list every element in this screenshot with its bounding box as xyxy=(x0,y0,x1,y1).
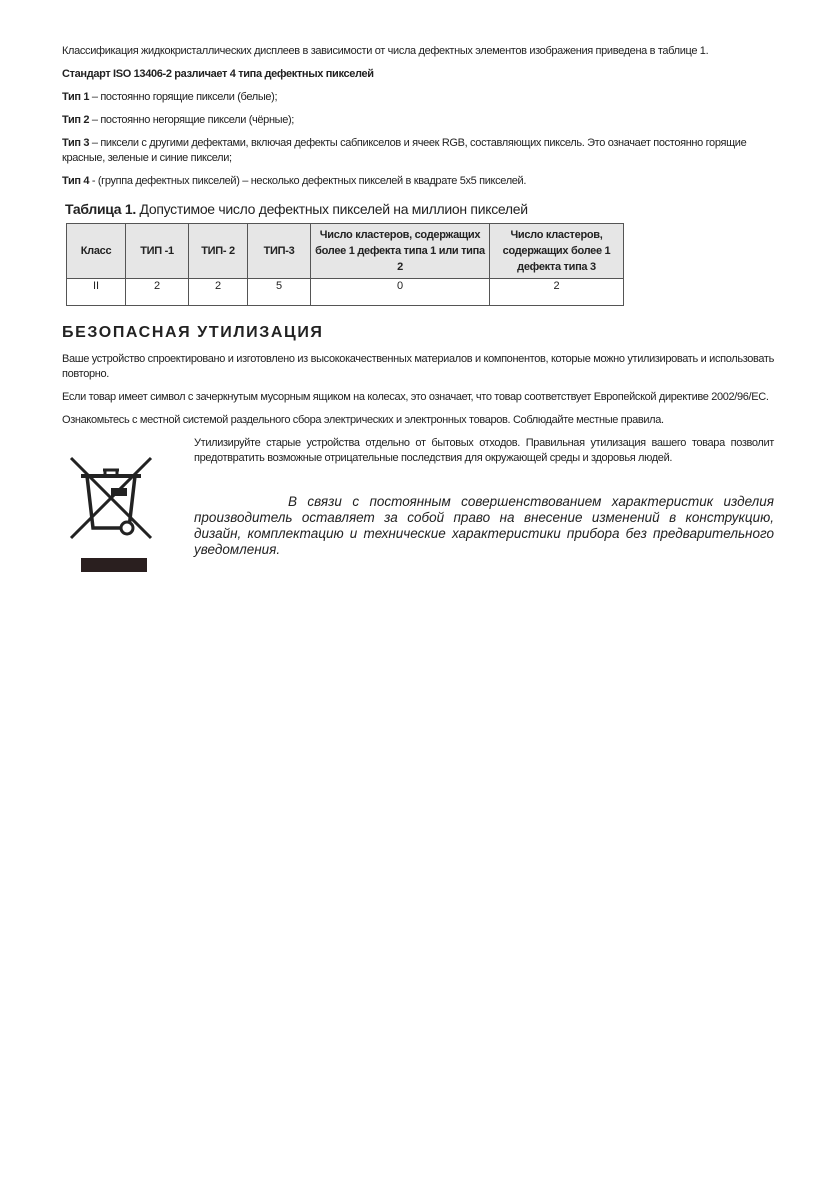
cell-class: II xyxy=(67,279,126,306)
disposal-paragraph-2: Если товар имеет символ с зачеркнутым мусорным ящиком на колесах, это означает, что товар соответствует Европейской директиве 2002/96/EC. xyxy=(62,391,769,403)
type-4-text: - (группа дефектных пикселей) – несколько дефектных пикселей в квадрате 5x5 пикселей. xyxy=(89,175,527,187)
table-title xyxy=(65,201,774,217)
table-header-row xyxy=(67,224,624,279)
type-2-line xyxy=(62,113,774,128)
header-class: Класс xyxy=(67,224,126,279)
disposal-heading: БЕЗОПАСНАЯ УТИЛИЗАЦИЯ xyxy=(62,324,324,341)
disposal-paragraph-1: Ваше устройство спроектировано и изготовлено из высококачественных материалов и компонентов, которые можно утилизировать и использовать повторно. xyxy=(62,353,774,380)
cell-type-3: 5 xyxy=(248,279,311,306)
type-3-label: Тип 3 xyxy=(62,137,90,149)
defect-pixel-table xyxy=(66,223,624,306)
document-page xyxy=(62,44,774,572)
type-4-line xyxy=(62,174,774,189)
cell-type-1: 2 xyxy=(126,279,189,306)
header-clusters-type-1-2: Число кластеров, содержащих более 1 дефекта типа 1 или типа 2 xyxy=(311,224,490,279)
header-clusters-type-3: Число кластеров, содержащих более 1 дефекта типа 3 xyxy=(490,224,624,279)
cell-clusters-type-3: 2 xyxy=(490,279,624,306)
intro-paragraph: Классификация жидкокристаллических дисплеев в зависимости от числа дефектных элементов изображения приведена в таблице 1. xyxy=(62,45,709,57)
table-title-text: Допустимое число дефектных пикселей на миллион пикселей xyxy=(135,201,528,217)
header-type-2: ТИП- 2 xyxy=(189,224,248,279)
type-2-text: – постоянно негорящие пиксели (чёрные); xyxy=(89,114,295,126)
manufacturer-notice: В связи с постоянным совершенствованием характеристик изделия производитель оставляет за собой право на внесение изменений в конструкцию, дизайн, комплектацию и технические характеристики прибора без предварительного уведомления. xyxy=(194,494,774,557)
type-3-text: – пиксели с другими дефектами, включая дефекты сабпикселов и ячеек RGB, составляющих пиксель. Это означает постоянно горящие красные, зеленые и синие пиксели; xyxy=(62,137,747,164)
standard-heading: Стандарт ISO 13406-2 различает 4 типа дефектных пикселей xyxy=(62,68,374,80)
disposal-paragraph-3: Ознакомьтесь с местной системой раздельного сбора электрических и электронных товаров. Соблюдайте местные правила. xyxy=(62,414,664,426)
cell-clusters-type-1-2: 0 xyxy=(311,279,490,306)
table-row xyxy=(67,279,624,306)
disposal-paragraph-4: Утилизируйте старые устройства отдельно от бытовых отходов. Правильная утилизация вашего товара позволит предотвратить возможные отрицательные последствия для окружающей среды и здоровья людей. xyxy=(194,437,774,464)
type-2-label: Тип 2 xyxy=(62,114,90,126)
type-1-text: – постоянно горящие пиксели (белые); xyxy=(89,91,278,103)
type-3-line xyxy=(62,136,774,166)
type-1-line xyxy=(62,90,774,105)
header-type-3: ТИП-3 xyxy=(248,224,311,279)
table-title-number: Таблица 1. xyxy=(65,201,136,217)
header-type-1: ТИП -1 xyxy=(126,224,189,279)
type-1-label: Тип 1 xyxy=(62,91,90,103)
type-4-label: Тип 4 xyxy=(62,175,90,187)
crossed-out-wheelie-bin-icon xyxy=(67,454,155,572)
cell-type-2: 2 xyxy=(189,279,248,306)
